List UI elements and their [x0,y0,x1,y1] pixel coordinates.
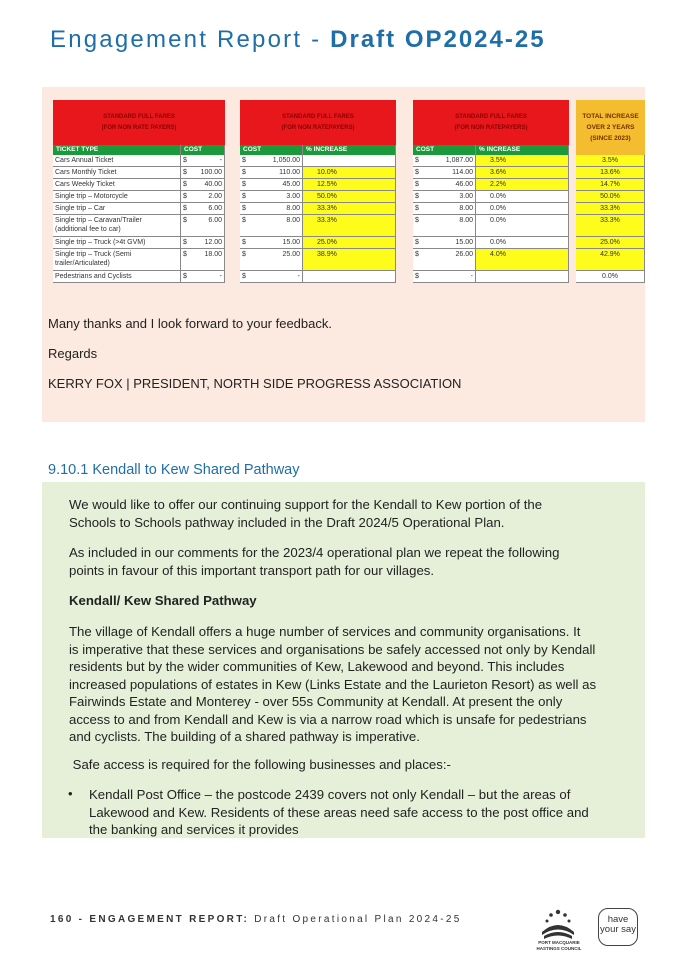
cost-value: 25.00 [282,251,300,258]
currency-symbol: $ [415,193,419,200]
currency-symbol: $ [415,217,419,224]
fare-table-2-header-line: STANDARD FULL FARES [282,113,354,120]
increase-cell: 3.5% [476,155,569,166]
cost-cell [181,215,225,236]
cost-value: 3.00 [286,193,300,200]
increase-cell [303,155,396,166]
table-row [413,155,569,167]
cost-cell [181,237,225,248]
subheading: Kendall/ Kew Shared Pathway [69,593,257,608]
footer-doc-title: Draft Operational Plan 2024-25 [254,914,462,925]
fare-table-3-header-line: (FOR NON RATEPAYERS) [454,124,528,131]
cost-cell [240,155,303,166]
cost-value: 6.00 [208,205,222,212]
column-increase: % INCREASE [303,145,396,155]
table-row [576,191,645,203]
fare-table-3-header-line: STANDARD FULL FARES [455,113,527,120]
table-row [53,203,225,215]
table-row [413,203,569,215]
table-row [240,249,396,271]
logo-text-line: HASTINGS COUNCIL [536,946,582,951]
column-cost: COST [413,145,476,155]
cost-value: - [470,273,473,280]
ticket-type-text: Single trip – Car [55,205,106,212]
paragraph-line: The village of Kendall offers a huge number of services and community organisations. It [69,624,581,639]
total-increase-cell: 42.9% [576,249,645,270]
table-row [576,179,645,191]
ticket-type-text: Pedestrians and Cyclists [55,273,132,280]
badge-line: your say [600,924,636,935]
bullet-line: Kendall Post Office – the postcode 2439 covers not only Kendall – but the areas of [89,787,571,802]
increase-cell [303,271,396,282]
cost-value: - [219,273,222,280]
cost-cell [240,179,303,190]
cost-cell [413,271,476,282]
table-row [413,167,569,179]
cost-value: 12.00 [204,239,222,246]
cost-cell [181,167,225,178]
section-heading: 9.10.1 Kendall to Kew Shared Pathway [48,462,300,478]
cost-cell [413,167,476,178]
table-row [576,249,645,271]
cost-value: 18.00 [204,251,222,258]
currency-symbol: $ [183,181,187,188]
fare-table-1-header [53,100,225,145]
ticket-type-cell [53,155,181,166]
table-row [576,271,645,283]
table-row [240,237,396,249]
fare-table-4 [576,100,645,283]
cost-cell [413,179,476,190]
total-increase-cell: 0.0% [576,271,645,282]
cost-value: 45.00 [282,181,300,188]
fare-table-4-header-line: (SINCE 2023) [590,135,631,142]
fare-table-2 [240,100,396,283]
signature-text: KERRY FOX | PRESIDENT, NORTH SIDE PROGRESS ASSOCIATION [48,376,462,391]
currency-symbol: $ [242,217,246,224]
currency-symbol: $ [183,169,187,176]
cost-cell [413,237,476,248]
increase-cell: 33.3% [303,215,396,236]
title-light: Engagement Report - [50,26,331,53]
total-increase-cell: 33.3% [576,203,645,214]
currency-symbol: $ [242,251,246,258]
currency-symbol: $ [183,217,187,224]
increase-cell: 0.0% [476,237,569,248]
have-your-say-badge [598,908,638,946]
currency-symbol: $ [415,181,419,188]
currency-symbol: $ [183,205,187,212]
cost-value: 8.00 [286,205,300,212]
increase-cell: 33.3% [303,203,396,214]
fare-table-1-header-line: STANDARD FULL FARES [103,113,175,120]
fare-table-1-colhead [53,145,225,155]
ticket-type-text: Cars Weekly Ticket [55,181,115,188]
currency-symbol: $ [415,273,419,280]
page-footer [50,914,462,925]
fare-table-1-header-line: (FOR NON RATE PAYERS) [101,124,177,131]
currency-symbol: $ [242,273,246,280]
logo-text-line: PORT MACQUARIE [538,940,580,945]
column-increase: % INCREASE [476,145,569,155]
currency-symbol: $ [242,157,246,164]
cost-value: 2.00 [208,193,222,200]
table-row [576,203,645,215]
table-row [53,155,225,167]
total-increase-cell: 13.6% [576,167,645,178]
paragraph-line: We would like to offer our continuing support for the Kendall to Kew portion of the [69,497,543,512]
increase-cell: 2.2% [476,179,569,190]
paragraph-line: points in favour of this important transport path for our villages. [69,562,435,578]
total-increase-cell: 50.0% [576,191,645,202]
currency-symbol: $ [242,205,246,212]
currency-symbol: $ [242,239,246,246]
page-number: 160 [50,914,74,925]
increase-cell [476,271,569,282]
cost-value: 114.00 [452,169,473,176]
ticket-type-text: (additional fee to car) [55,226,121,233]
council-logo-text [534,940,584,952]
cost-cell [413,249,476,270]
table-row [413,249,569,271]
ticket-type-text: trailer/Articulated) [55,260,110,267]
badge-line: have [607,914,629,925]
currency-symbol: $ [183,193,187,200]
table-row [413,215,569,237]
bullet-line: the banking and services it provides [89,822,299,837]
currency-symbol: $ [415,157,419,164]
table-row [576,167,645,179]
currency-symbol: $ [183,251,187,258]
table-row [240,191,396,203]
cost-cell [240,249,303,270]
increase-cell: 38.9% [303,249,396,270]
ticket-type-text: Cars Annual Ticket [55,157,114,164]
currency-symbol: $ [183,273,187,280]
cost-cell [240,191,303,202]
cost-cell [240,215,303,236]
table-row [413,237,569,249]
cost-cell [240,237,303,248]
table-row [53,215,225,237]
fare-table-3 [413,100,569,283]
paragraph-line: Fairwinds Estate and Monterey - over 55s Community at Kendall. At present the only [69,694,563,709]
cost-value: 100.00 [200,169,222,176]
ticket-type-cell [53,179,181,190]
table-row [240,215,396,237]
cost-cell [181,191,225,202]
ticket-type-cell [53,167,181,178]
currency-symbol: $ [415,205,419,212]
table-row [576,237,645,249]
currency-symbol: $ [242,181,246,188]
currency-symbol: $ [183,239,187,246]
cost-value: 8.00 [286,217,300,224]
cost-cell [181,179,225,190]
fare-table-4-header-line: OVER 2 YEARS [586,124,635,131]
table-row [53,271,225,283]
table-row [53,167,225,179]
ticket-type-cell [53,237,181,248]
bullet-line: Lakewood and Kew. Residents of these areas need safe access to the post office and [89,804,589,820]
increase-cell: 50.0% [303,191,396,202]
table-row [53,237,225,249]
cost-cell [413,203,476,214]
column-ticket-type: TICKET TYPE [53,145,181,155]
paragraph-line: and cyclists. The building of a shared pathway is imperative. [69,729,420,744]
increase-cell: 10.0% [303,167,396,178]
bullet-icon: • [68,786,73,801]
table-row [240,271,396,283]
ticket-type-text: Single trip – Truck (Semi [55,251,132,258]
increase-cell: 4.0% [476,249,569,270]
ticket-type-cell [53,191,181,202]
fare-table-2-header-line: (FOR NON RATEPAYERS) [281,124,355,131]
ticket-type-text: Cars Monthly Ticket [55,169,117,176]
cost-value: - [297,273,300,280]
cost-cell [181,203,225,214]
table-row [53,191,225,203]
cost-value: 8.00 [459,217,473,224]
paragraph-line: is imperative that these services and organisations be safely accessed not only by Kendall [69,641,596,657]
increase-cell: 0.0% [476,191,569,202]
footer-label: - ENGAGEMENT REPORT: [73,914,255,925]
fare-table-2-header [240,100,396,145]
table-row [240,167,396,179]
column-cost: COST [181,145,225,155]
increase-cell: 12.5% [303,179,396,190]
fare-table-4-header-line: TOTAL INCREASE [582,113,639,120]
regards-text: Regards [48,346,98,361]
increase-cell: 0.0% [476,203,569,214]
increase-cell: 3.6% [476,167,569,178]
cost-value: 3.00 [459,193,473,200]
cost-cell [181,271,225,282]
table-row [413,179,569,191]
paragraph-1 [69,496,641,531]
paragraph-line: residents but by the wider communities of Kew, Lakewood and beyond. This includes [69,659,565,674]
cost-value: 46.00 [455,181,473,188]
table-row [53,179,225,191]
cost-value: 26.00 [455,251,473,258]
paragraph-4: Safe access is required for the following businesses and places:- [69,757,451,772]
ticket-type-text: Single trip – Caravan/Trailer [55,217,142,224]
fare-table-3-colhead [413,145,569,155]
fare-table-3-header [413,100,569,145]
fare-table-2-colhead [240,145,396,155]
bullet-item [89,786,641,839]
currency-symbol: $ [242,169,246,176]
page-title [50,26,546,54]
table-row [240,203,396,215]
ticket-type-text: Single trip – Truck (>4t GVM) [55,239,146,246]
cost-cell [413,215,476,236]
paragraph-line: As included in our comments for the 2023/4 operational plan we repeat the following [69,545,560,560]
ticket-type-cell [53,203,181,214]
cost-value: - [219,157,222,164]
cost-cell [181,249,225,270]
cost-cell [240,271,303,282]
cost-value: 110.00 [279,169,300,176]
increase-cell: 25.0% [303,237,396,248]
currency-symbol: $ [415,239,419,246]
currency-symbol: $ [415,169,419,176]
currency-symbol: $ [415,251,419,258]
table-row [53,249,225,271]
fare-table-4-header [576,100,645,155]
paragraph-2 [69,544,641,579]
total-increase-cell: 25.0% [576,237,645,248]
ticket-type-cell [53,271,181,282]
ticket-type-text: Single trip – Motorcycle [55,193,128,200]
currency-symbol: $ [183,157,187,164]
cost-cell [240,167,303,178]
cost-value: 1,087.00 [445,157,473,164]
table-row [240,179,396,191]
ticket-type-cell [53,249,181,270]
cost-cell [413,155,476,166]
increase-cell: 0.0% [476,215,569,236]
table-row [413,271,569,283]
total-increase-cell: 3.5% [576,155,645,166]
cost-value: 15.00 [282,239,300,246]
cost-cell [413,191,476,202]
ticket-type-cell [53,215,181,236]
paragraph-line: access to and from Kendall and Kew is via a narrow road which is unsafe for pedestrians [69,711,587,727]
total-increase-cell: 14.7% [576,179,645,190]
cost-value: 1,050.00 [272,157,300,164]
cost-value: 6.00 [208,217,222,224]
column-cost: COST [240,145,303,155]
title-bold: Draft OP2024-25 [330,26,546,53]
table-row [576,215,645,237]
paragraph-line: increased populations of estates in Kew (Links Estate and the Laurieton Resort) as well as [69,676,597,692]
table-row [413,191,569,203]
thanks-text: Many thanks and I look forward to your feedback. [48,316,332,331]
cost-cell [240,203,303,214]
table-row [576,155,645,167]
paragraph-3 [69,623,641,746]
cost-cell [181,155,225,166]
table-row [240,155,396,167]
fare-table-1 [53,100,225,283]
paragraph-line: Schools to Schools pathway included in the Draft 2024/5 Operational Plan. [69,514,505,530]
cost-value: 15.00 [455,239,473,246]
total-increase-cell: 33.3% [576,215,645,236]
cost-value: 8.00 [459,205,473,212]
currency-symbol: $ [242,193,246,200]
cost-value: 40.00 [204,181,222,188]
